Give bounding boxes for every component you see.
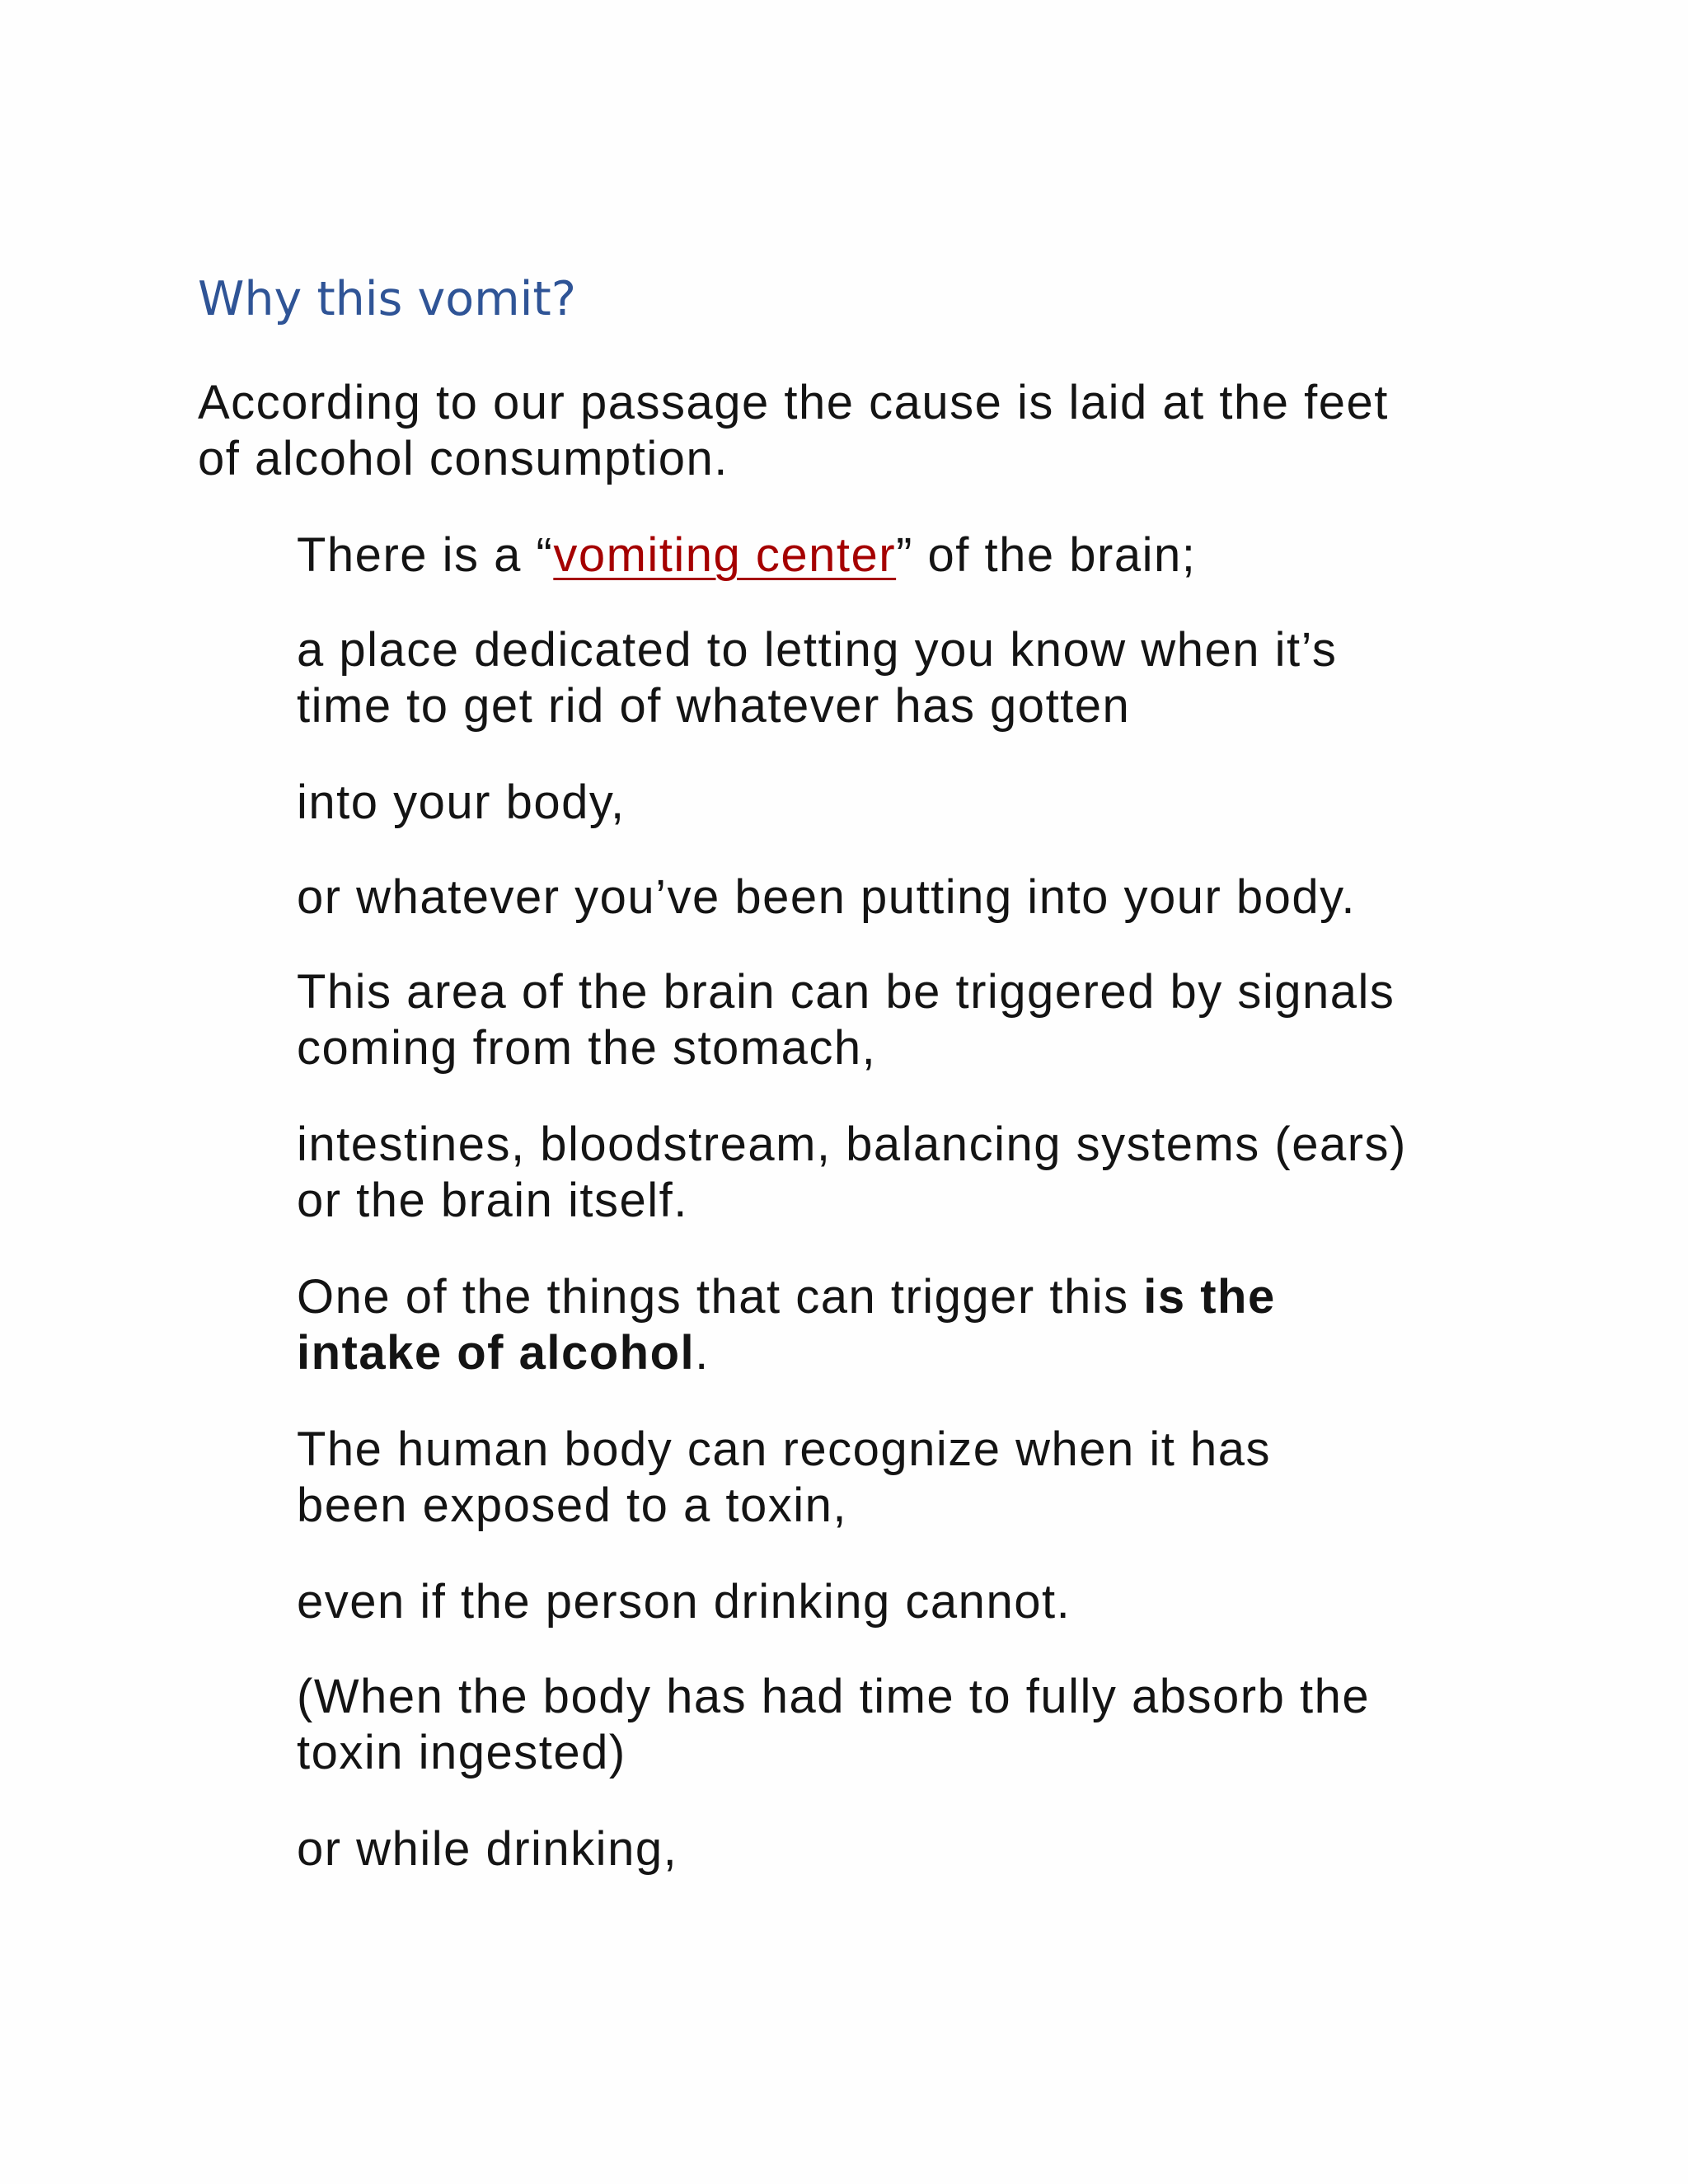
place-paragraph: [297, 622, 1337, 734]
vomiting-center-paragraph: [297, 527, 1196, 583]
vomiting-center-link[interactable]: vomiting center: [553, 528, 897, 582]
even-if-paragraph: even if the person drinking cannot.: [297, 1575, 1071, 1629]
vomiting-center-suffix: ” of the brain;: [896, 528, 1197, 582]
putting-paragraph: or whatever you’ve been putting into your body.: [297, 870, 1356, 924]
intestines-paragraph: [297, 1117, 1407, 1229]
trigger-bold-1: is the: [1143, 1270, 1276, 1324]
place-line-2: time to get rid of whatever has gotten: [297, 679, 1131, 733]
human-body-line-2: been exposed to a toxin,: [297, 1479, 848, 1532]
when-body-line-2: toxin ingested): [297, 1726, 626, 1779]
intestines-line-1: intestines, bloodstream, balancing systems (ears): [297, 1118, 1407, 1171]
trigger-line-1: [297, 1269, 1276, 1325]
into-body-paragraph: into your body,: [297, 776, 626, 829]
trigger-period: .: [695, 1326, 710, 1380]
when-body-paragraph: [297, 1669, 1370, 1781]
trigger-bold-2: intake of alcohol: [297, 1326, 696, 1380]
trigger-text: One of the things that can trigger this: [297, 1270, 1144, 1324]
intro-paragraph: [198, 375, 1389, 487]
human-body-line-1: The human body can recognize when it has: [297, 1422, 1272, 1476]
brain-area-line-2: coming from the stomach,: [297, 1021, 877, 1075]
intro-line-2: of alcohol consumption.: [198, 432, 729, 485]
while-drinking-paragraph: or while drinking,: [297, 1822, 678, 1876]
vomiting-center-prefix: There is a “: [297, 528, 554, 582]
section-heading: Why this vomit?: [198, 272, 577, 326]
brain-area-line-1: This area of the brain can be triggered by signals: [297, 965, 1395, 1019]
trigger-line-2: [297, 1325, 1276, 1381]
intro-line-1: According to our passage the cause is laid at the feet: [198, 376, 1389, 429]
place-line-1: a place dedicated to letting you know when it’s: [297, 623, 1338, 677]
brain-area-paragraph: [297, 964, 1395, 1076]
trigger-paragraph: [297, 1269, 1276, 1381]
intestines-line-2: or the brain itself.: [297, 1174, 688, 1227]
when-body-line-1: (When the body has had time to fully absorb the: [297, 1670, 1371, 1723]
human-body-paragraph: [297, 1422, 1271, 1534]
